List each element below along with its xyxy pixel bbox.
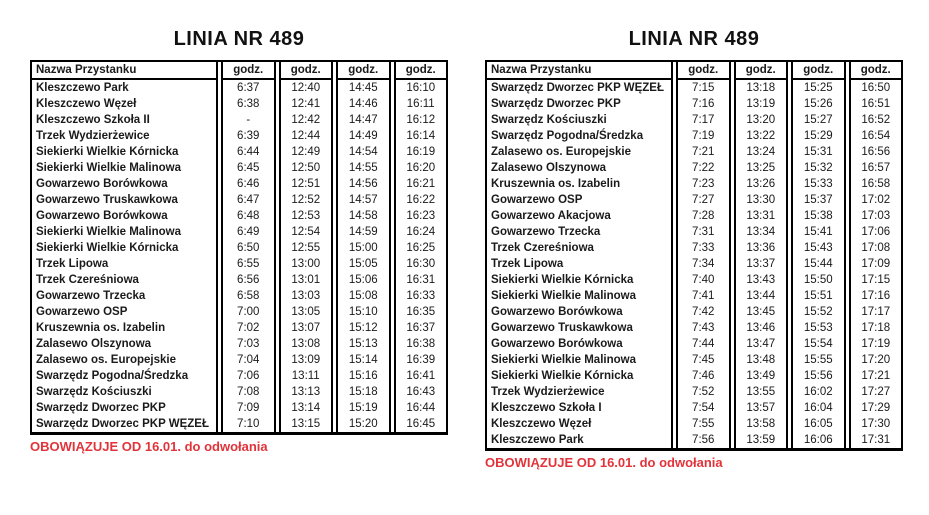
stop-name-cell: Trzek Lipowa [30, 256, 218, 272]
departure-time-cell: 6:39 [221, 128, 276, 144]
departure-time-cell: 13:13 [279, 384, 334, 400]
departure-time-cell: 17:30 [849, 416, 904, 432]
validity-note: OBOWIĄZUJE OD 16.01. do odwołania [485, 455, 723, 470]
departure-time-cell: 17:08 [849, 240, 904, 256]
stop-name-cell: Swarzędz Pogodna/Średzka [30, 368, 218, 384]
departure-time-cell: 7:00 [221, 304, 276, 320]
departure-time-cell: 7:46 [676, 368, 731, 384]
timetable-row [30, 224, 448, 240]
departure-time-cell: 7:52 [676, 384, 731, 400]
stop-name-cell: Gowarzewo Trzecka [485, 224, 673, 240]
stop-name-cell: Kruszewnia os. Izabelin [30, 320, 218, 336]
timetable-row [485, 176, 903, 192]
departure-time-cell: 13:49 [734, 368, 789, 384]
departure-time-cell: 6:56 [221, 272, 276, 288]
departure-time-cell: 17:18 [849, 320, 904, 336]
departure-time-cell: 12:54 [279, 224, 334, 240]
departure-time-cell: 7:28 [676, 208, 731, 224]
stop-name-cell: Swarzędz Dworzec PKP [30, 400, 218, 416]
departure-time-cell: 7:40 [676, 272, 731, 288]
stop-name-cell: Siekierki Wielkie Malinowa [30, 160, 218, 176]
departure-time-cell: 13:57 [734, 400, 789, 416]
departure-time-cell: 16:56 [849, 144, 904, 160]
departure-time-cell: 13:46 [734, 320, 789, 336]
departure-time-cell: 7:31 [676, 224, 731, 240]
departure-time-cell: 15:54 [791, 336, 846, 352]
column-header-time: godz. [734, 62, 789, 80]
departure-time-cell: 16:43 [394, 384, 449, 400]
departure-time-cell: 13:22 [734, 128, 789, 144]
timetable-row [485, 352, 903, 368]
departure-time-cell: 13:07 [279, 320, 334, 336]
timetable-row [485, 128, 903, 144]
departure-time-cell: 15:13 [336, 336, 391, 352]
departure-time-cell: 7:03 [221, 336, 276, 352]
stop-name-cell: Kleszczewo Węzeł [485, 416, 673, 432]
timetable-row [30, 96, 448, 112]
timetable-row [30, 288, 448, 304]
departure-time-cell: 15:55 [791, 352, 846, 368]
departure-time-cell: 13:37 [734, 256, 789, 272]
stop-name-cell: Gowarzewo Truskawkowa [485, 320, 673, 336]
timetable-row [30, 240, 448, 256]
departure-time-cell: 15:08 [336, 288, 391, 304]
timetable-row [485, 224, 903, 240]
departure-time-cell: 16:51 [849, 96, 904, 112]
stop-name-cell: Siekierki Wielkie Kórnicka [30, 144, 218, 160]
stop-name-cell: Gowarzewo OSP [485, 192, 673, 208]
departure-time-cell: 17:27 [849, 384, 904, 400]
departure-time-cell: 17:20 [849, 352, 904, 368]
departure-time-cell: 16:44 [394, 400, 449, 416]
timetable-row [485, 288, 903, 304]
departure-time-cell: 14:49 [336, 128, 391, 144]
departure-time-cell: 6:47 [221, 192, 276, 208]
stop-name-cell: Gowarzewo Trzecka [30, 288, 218, 304]
departure-time-cell: 15:12 [336, 320, 391, 336]
timetable-row [485, 144, 903, 160]
stop-name-cell: Swarzędz Pogodna/Średzka [485, 128, 673, 144]
stop-name-cell: Swarzędz Kościuszki [30, 384, 218, 400]
departure-time-cell: 15:06 [336, 272, 391, 288]
column-header-time: godz. [849, 62, 904, 80]
timetable-table-frame [30, 60, 448, 435]
departure-time-cell: 13:48 [734, 352, 789, 368]
column-header-time: godz. [791, 62, 846, 80]
timetable-board-return [485, 28, 903, 470]
departure-time-cell: 6:48 [221, 208, 276, 224]
departure-time-cell: 6:50 [221, 240, 276, 256]
departure-time-cell: 16:21 [394, 176, 449, 192]
column-header-time: godz. [336, 62, 391, 80]
timetable-table [485, 62, 903, 448]
departure-time-cell: 15:00 [336, 240, 391, 256]
departure-time-cell: 12:49 [279, 144, 334, 160]
departure-time-cell: 17:06 [849, 224, 904, 240]
departure-time-cell: 13:24 [734, 144, 789, 160]
departure-time-cell: 14:56 [336, 176, 391, 192]
timetable-row [485, 240, 903, 256]
departure-time-cell: 17:16 [849, 288, 904, 304]
stop-name-cell: Gowarzewo Borówkowa [485, 336, 673, 352]
departure-time-cell: 16:45 [394, 416, 449, 432]
departure-time-cell: 7:04 [221, 352, 276, 368]
departure-time-cell: 13:08 [279, 336, 334, 352]
departure-time-cell: 15:52 [791, 304, 846, 320]
timetable-row [30, 416, 448, 432]
departure-time-cell: 15:19 [336, 400, 391, 416]
departure-time-cell: 6:44 [221, 144, 276, 160]
timetable-row [485, 272, 903, 288]
departure-time-cell: 7:56 [676, 432, 731, 448]
departure-time-cell: 16:57 [849, 160, 904, 176]
departure-time-cell: 15:38 [791, 208, 846, 224]
departure-time-cell: 13:11 [279, 368, 334, 384]
departure-time-cell: 16:52 [849, 112, 904, 128]
departure-time-cell: 7:22 [676, 160, 731, 176]
timetable-row [485, 384, 903, 400]
departure-time-cell: 7:43 [676, 320, 731, 336]
departure-time-cell: 6:45 [221, 160, 276, 176]
departure-time-cell: 12:51 [279, 176, 334, 192]
departure-time-cell: 13:09 [279, 352, 334, 368]
departure-time-cell: 13:45 [734, 304, 789, 320]
departure-time-cell: 15:43 [791, 240, 846, 256]
stop-name-cell: Zalasewo os. Europejskie [485, 144, 673, 160]
departure-time-cell: 14:45 [336, 80, 391, 96]
stop-name-cell: Swarzędz Dworzec PKP [485, 96, 673, 112]
departure-time-cell: 13:34 [734, 224, 789, 240]
departure-time-cell: 13:18 [734, 80, 789, 96]
timetable-row [30, 144, 448, 160]
stop-name-cell: Gowarzewo Borówkowa [30, 176, 218, 192]
departure-time-cell: 7:23 [676, 176, 731, 192]
departure-time-cell: 13:43 [734, 272, 789, 288]
departure-time-cell: 13:00 [279, 256, 334, 272]
departure-time-cell: 16:06 [791, 432, 846, 448]
departure-time-cell: 12:41 [279, 96, 334, 112]
departure-time-cell: 15:37 [791, 192, 846, 208]
departure-time-cell: 17:29 [849, 400, 904, 416]
departure-time-cell: 16:19 [394, 144, 449, 160]
departure-time-cell: 15:14 [336, 352, 391, 368]
departure-time-cell: 17:17 [849, 304, 904, 320]
departure-time-cell: 6:46 [221, 176, 276, 192]
timetable-row [485, 320, 903, 336]
departure-time-cell: 15:10 [336, 304, 391, 320]
departure-time-cell: 15:31 [791, 144, 846, 160]
column-header-stop-name: Nazwa Przystanku [485, 62, 673, 80]
departure-time-cell: 17:21 [849, 368, 904, 384]
departure-time-cell: 15:05 [336, 256, 391, 272]
departure-time-cell: 7:33 [676, 240, 731, 256]
stop-name-cell: Zalasewo Olszynowa [30, 336, 218, 352]
departure-time-cell: 15:26 [791, 96, 846, 112]
departure-time-cell: 16:22 [394, 192, 449, 208]
timetable-row [485, 208, 903, 224]
stop-name-cell: Swarzędz Dworzec PKP WĘZEŁ [30, 416, 218, 432]
stop-name-cell: Gowarzewo OSP [30, 304, 218, 320]
line-title: LINIA NR 489 [173, 28, 305, 50]
departure-time-cell: 16:33 [394, 288, 449, 304]
timetable-row [30, 176, 448, 192]
departure-time-cell: 7:44 [676, 336, 731, 352]
departure-time-cell: 16:05 [791, 416, 846, 432]
departure-time-cell: 13:20 [734, 112, 789, 128]
timetable-row [30, 112, 448, 128]
timetable-row [485, 80, 903, 96]
timetable-row [30, 352, 448, 368]
departure-time-cell: 7:02 [221, 320, 276, 336]
timetable-table [30, 62, 448, 432]
stop-name-cell: Gowarzewo Truskawkowa [30, 192, 218, 208]
timetable-row [485, 112, 903, 128]
timetable-row [30, 304, 448, 320]
departure-time-cell: 16:30 [394, 256, 449, 272]
departure-time-cell: 7:41 [676, 288, 731, 304]
stop-name-cell: Kruszewnia os. Izabelin [485, 176, 673, 192]
departure-time-cell: 6:49 [221, 224, 276, 240]
departure-time-cell: 7:55 [676, 416, 731, 432]
column-header-time: godz. [221, 62, 276, 80]
stop-name-cell: Siekierki Wielkie Kórnicka [485, 368, 673, 384]
departure-time-cell: 16:23 [394, 208, 449, 224]
departure-time-cell: 12:44 [279, 128, 334, 144]
stop-name-cell: Swarzędz Dworzec PKP WĘZEŁ [485, 80, 673, 96]
stop-name-cell: Siekierki Wielkie Malinowa [485, 288, 673, 304]
departure-time-cell: 13:55 [734, 384, 789, 400]
stop-name-cell: Kleszczewo Szkoła II [30, 112, 218, 128]
timetable-row [485, 304, 903, 320]
departure-time-cell: 16:50 [849, 80, 904, 96]
departure-time-cell: 16:31 [394, 272, 449, 288]
column-header-time: godz. [676, 62, 731, 80]
departure-time-cell: 15:41 [791, 224, 846, 240]
departure-time-cell: 15:29 [791, 128, 846, 144]
timetable-row [30, 384, 448, 400]
stop-name-cell: Kleszczewo Park [30, 80, 218, 96]
timetable-row [30, 128, 448, 144]
departure-time-cell: 13:26 [734, 176, 789, 192]
departure-time-cell: - [221, 112, 276, 128]
line-title: LINIA NR 489 [628, 28, 760, 50]
departure-time-cell: 13:31 [734, 208, 789, 224]
stop-name-cell: Swarzędz Kościuszki [485, 112, 673, 128]
departure-time-cell: 15:56 [791, 368, 846, 384]
timetable-row [30, 208, 448, 224]
departure-time-cell: 12:55 [279, 240, 334, 256]
departure-time-cell: 13:05 [279, 304, 334, 320]
departure-time-cell: 7:16 [676, 96, 731, 112]
timetable-row [30, 400, 448, 416]
departure-time-cell: 7:34 [676, 256, 731, 272]
departure-time-cell: 7:27 [676, 192, 731, 208]
departure-time-cell: 13:14 [279, 400, 334, 416]
departure-time-cell: 6:58 [221, 288, 276, 304]
stop-name-cell: Zalasewo os. Europejskie [30, 352, 218, 368]
timetable-row [30, 272, 448, 288]
column-header-stop-name: Nazwa Przystanku [30, 62, 218, 80]
timetable-row [485, 96, 903, 112]
timetable-row [485, 416, 903, 432]
departure-time-cell: 15:16 [336, 368, 391, 384]
departure-time-cell: 7:10 [221, 416, 276, 432]
header-row [485, 62, 903, 80]
header-row [30, 62, 448, 80]
validity-note: OBOWIĄZUJE OD 16.01. do odwołania [30, 439, 268, 454]
column-header-time: godz. [279, 62, 334, 80]
stop-name-cell: Siekierki Wielkie Kórnicka [30, 240, 218, 256]
departure-time-cell: 14:47 [336, 112, 391, 128]
departure-time-cell: 16:39 [394, 352, 449, 368]
departure-time-cell: 13:58 [734, 416, 789, 432]
stop-name-cell: Siekierki Wielkie Malinowa [485, 352, 673, 368]
departure-time-cell: 14:54 [336, 144, 391, 160]
departure-time-cell: 13:01 [279, 272, 334, 288]
timetable-row [485, 368, 903, 384]
timetable-row [485, 192, 903, 208]
stop-name-cell: Trzek Lipowa [485, 256, 673, 272]
departure-time-cell: 12:42 [279, 112, 334, 128]
departure-time-cell: 7:06 [221, 368, 276, 384]
timetable-row [485, 256, 903, 272]
departure-time-cell: 14:57 [336, 192, 391, 208]
departure-time-cell: 17:31 [849, 432, 904, 448]
departure-time-cell: 6:37 [221, 80, 276, 96]
stop-name-cell: Gowarzewo Borówkowa [30, 208, 218, 224]
departure-time-cell: 13:15 [279, 416, 334, 432]
departure-time-cell: 17:19 [849, 336, 904, 352]
timetable-row [485, 432, 903, 448]
departure-time-cell: 12:52 [279, 192, 334, 208]
departure-time-cell: 16:25 [394, 240, 449, 256]
timetable-row [30, 256, 448, 272]
departure-time-cell: 7:09 [221, 400, 276, 416]
stop-name-cell: Kleszczewo Węzeł [30, 96, 218, 112]
timetable-board-outbound [30, 28, 448, 470]
timetable-table-frame [485, 60, 903, 451]
departure-time-cell: 15:44 [791, 256, 846, 272]
departure-time-cell: 17:09 [849, 256, 904, 272]
departure-time-cell: 16:38 [394, 336, 449, 352]
departure-time-cell: 7:45 [676, 352, 731, 368]
departure-time-cell: 7:42 [676, 304, 731, 320]
departure-time-cell: 16:54 [849, 128, 904, 144]
departure-time-cell: 13:36 [734, 240, 789, 256]
departure-time-cell: 16:04 [791, 400, 846, 416]
departure-time-cell: 13:30 [734, 192, 789, 208]
departure-time-cell: 14:58 [336, 208, 391, 224]
departure-time-cell: 14:46 [336, 96, 391, 112]
stop-name-cell: Trzek Wydzierżewice [30, 128, 218, 144]
departure-time-cell: 12:50 [279, 160, 334, 176]
departure-time-cell: 16:14 [394, 128, 449, 144]
timetable-row [485, 336, 903, 352]
stop-name-cell: Trzek Czereśniowa [30, 272, 218, 288]
stop-name-cell: Trzek Wydzierżewice [485, 384, 673, 400]
departure-time-cell: 15:18 [336, 384, 391, 400]
timetable-row [485, 400, 903, 416]
departure-time-cell: 6:55 [221, 256, 276, 272]
departure-time-cell: 16:35 [394, 304, 449, 320]
departure-time-cell: 16:58 [849, 176, 904, 192]
departure-time-cell: 16:11 [394, 96, 449, 112]
stop-name-cell: Trzek Czereśniowa [485, 240, 673, 256]
departure-time-cell: 7:21 [676, 144, 731, 160]
departure-time-cell: 16:37 [394, 320, 449, 336]
departure-time-cell: 14:55 [336, 160, 391, 176]
stop-name-cell: Gowarzewo Borówkowa [485, 304, 673, 320]
departure-time-cell: 7:17 [676, 112, 731, 128]
timetable-row [30, 368, 448, 384]
departure-time-cell: 16:12 [394, 112, 449, 128]
departure-time-cell: 13:47 [734, 336, 789, 352]
departure-time-cell: 16:41 [394, 368, 449, 384]
departure-time-cell: 12:40 [279, 80, 334, 96]
departure-time-cell: 15:53 [791, 320, 846, 336]
departure-time-cell: 15:51 [791, 288, 846, 304]
stop-name-cell: Kleszczewo Szkoła I [485, 400, 673, 416]
departure-time-cell: 13:25 [734, 160, 789, 176]
departure-time-cell: 15:33 [791, 176, 846, 192]
stop-name-cell: Siekierki Wielkie Malinowa [30, 224, 218, 240]
departure-time-cell: 13:44 [734, 288, 789, 304]
timetable-row [30, 160, 448, 176]
departure-time-cell: 16:10 [394, 80, 449, 96]
departure-time-cell: 15:32 [791, 160, 846, 176]
timetable-row [30, 80, 448, 96]
stop-name-cell: Gowarzewo Akacjowa [485, 208, 673, 224]
departure-time-cell: 15:27 [791, 112, 846, 128]
departure-time-cell: 13:19 [734, 96, 789, 112]
stop-name-cell: Zalasewo Olszynowa [485, 160, 673, 176]
departure-time-cell: 16:24 [394, 224, 449, 240]
departure-time-cell: 7:54 [676, 400, 731, 416]
timetable-row [30, 192, 448, 208]
departure-time-cell: 15:20 [336, 416, 391, 432]
timetable-row [30, 336, 448, 352]
departure-time-cell: 7:15 [676, 80, 731, 96]
departure-time-cell: 12:53 [279, 208, 334, 224]
column-header-time: godz. [394, 62, 449, 80]
stop-name-cell: Kleszczewo Park [485, 432, 673, 448]
departure-time-cell: 14:59 [336, 224, 391, 240]
departure-time-cell: 17:03 [849, 208, 904, 224]
departure-time-cell: 17:15 [849, 272, 904, 288]
timetable-row [485, 160, 903, 176]
departure-time-cell: 7:08 [221, 384, 276, 400]
departure-time-cell: 13:59 [734, 432, 789, 448]
stop-name-cell: Siekierki Wielkie Kórnicka [485, 272, 673, 288]
departure-time-cell: 7:19 [676, 128, 731, 144]
departure-time-cell: 16:20 [394, 160, 449, 176]
departure-time-cell: 6:38 [221, 96, 276, 112]
departure-time-cell: 16:02 [791, 384, 846, 400]
departure-time-cell: 15:25 [791, 80, 846, 96]
timetable-row [30, 320, 448, 336]
departure-time-cell: 15:50 [791, 272, 846, 288]
departure-time-cell: 17:02 [849, 192, 904, 208]
departure-time-cell: 13:03 [279, 288, 334, 304]
